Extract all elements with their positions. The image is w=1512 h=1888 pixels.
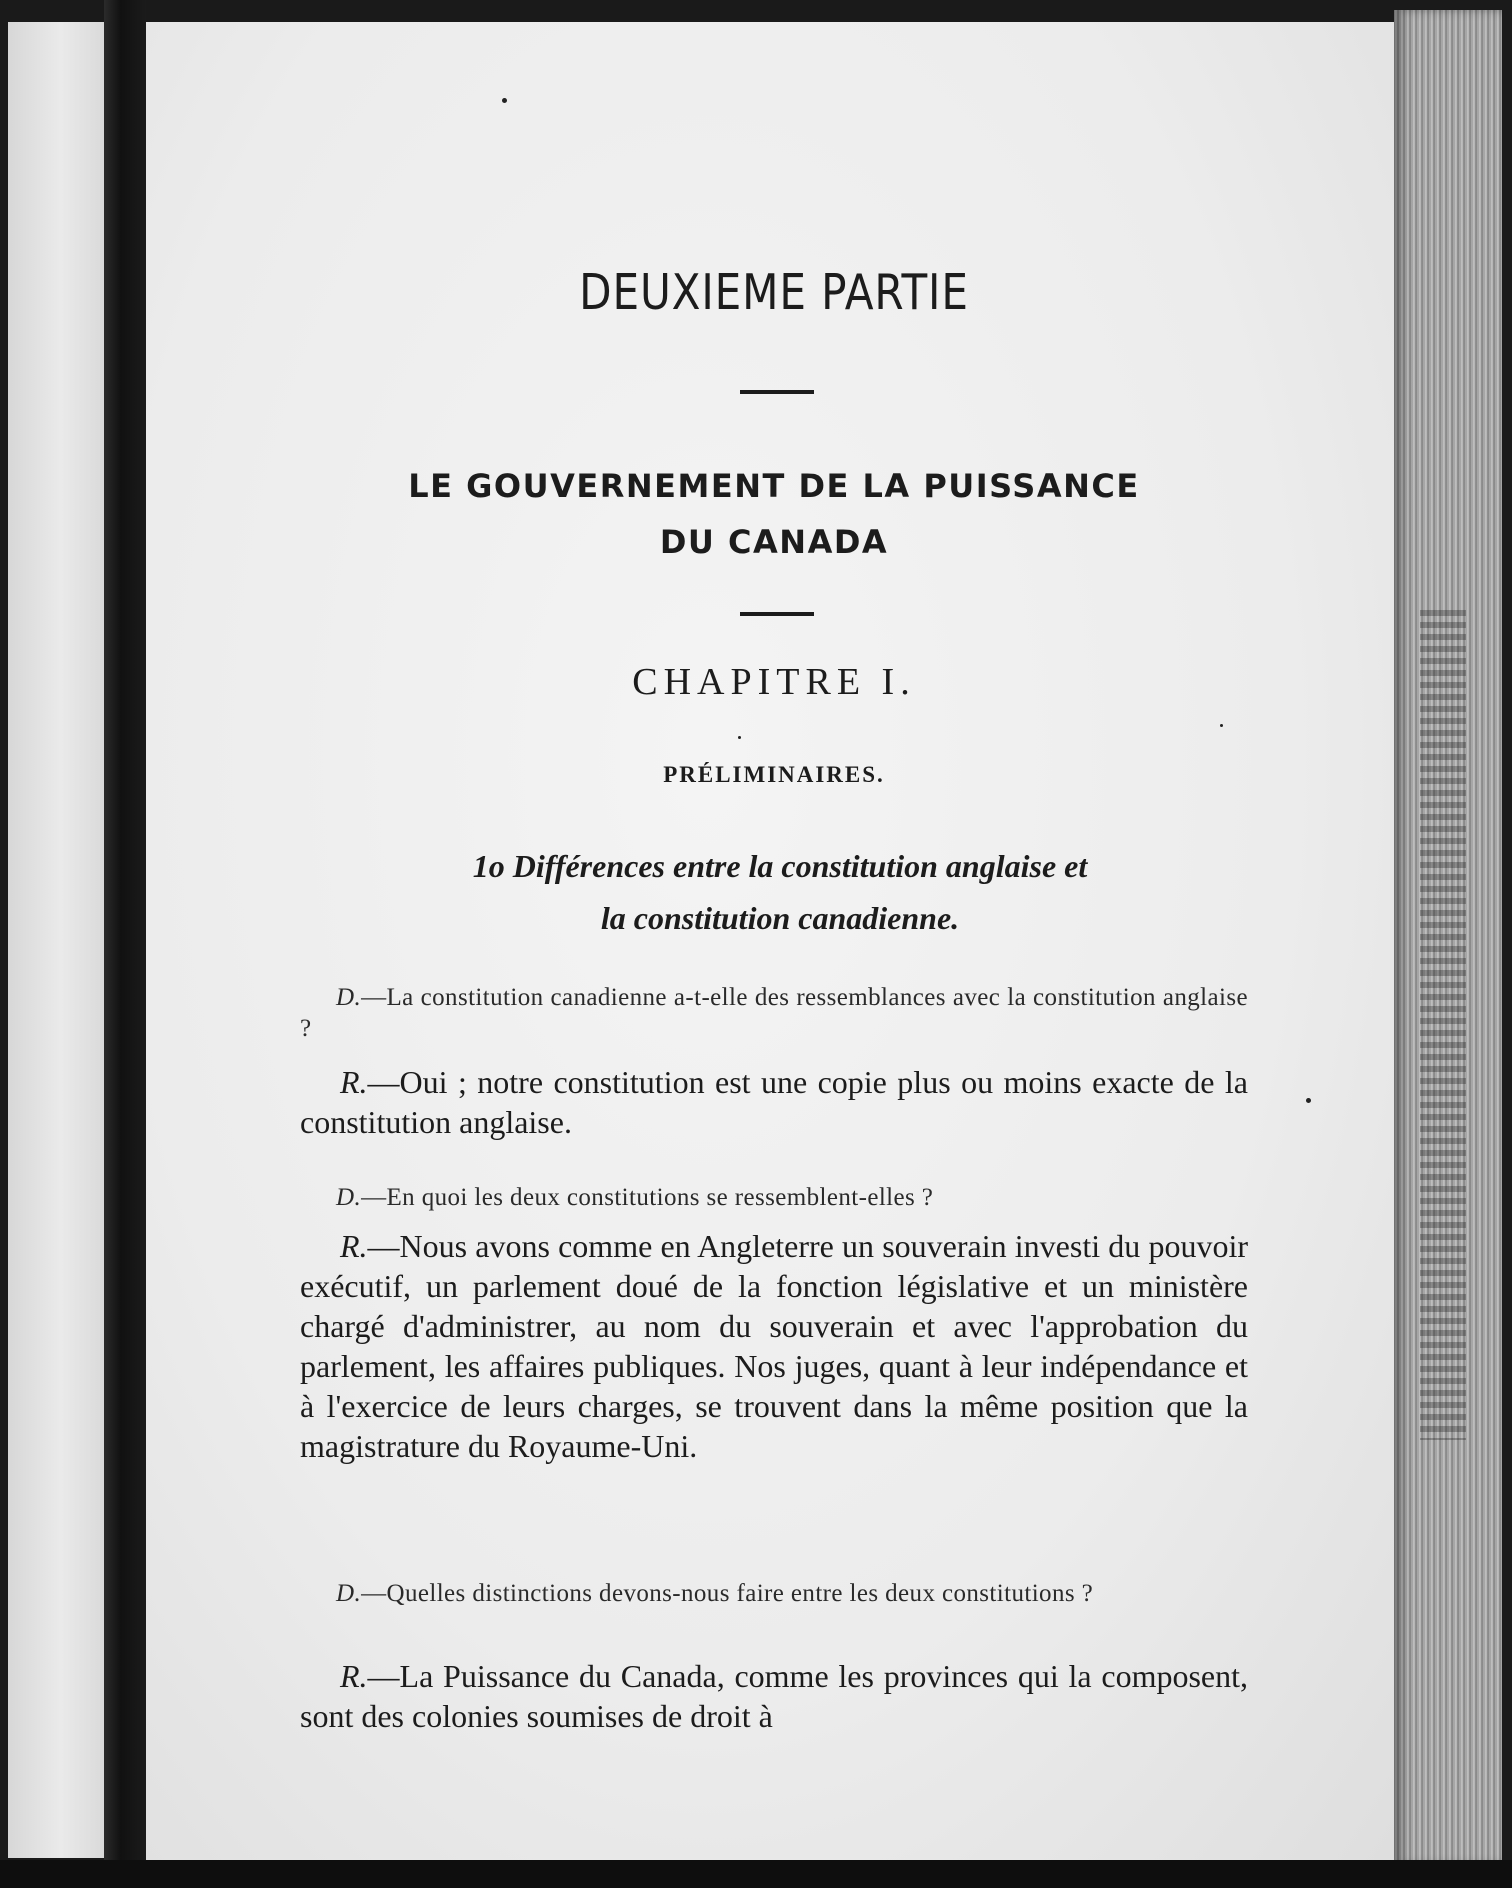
government-heading [300, 458, 1248, 570]
answer [300, 1062, 1248, 1142]
answer-marker: R. [340, 1064, 368, 1100]
question [300, 1578, 1248, 1609]
answer-marker: R. [340, 1658, 368, 1694]
government-heading-line-1: LE GOUVERNEMENT DE LA PUISSANCE [408, 467, 1140, 505]
answer [300, 1656, 1248, 1736]
ink-speck [1306, 1098, 1311, 1103]
scan-border [0, 1860, 1512, 1888]
section-heading-line-1: Différences entre la constitution anglaise et [512, 848, 1088, 884]
chapter-title: CHAPITRE I. [632, 661, 916, 703]
question-marker: D. [336, 1580, 362, 1607]
question [300, 982, 1248, 1044]
section-heading-line-2: la constitution canadienne. [600, 900, 960, 936]
page-edges [1394, 10, 1502, 1865]
question-text: —Quelles distinctions devons-nous faire entre les deux constitutions ? [361, 1580, 1094, 1607]
divider-rule [740, 390, 814, 394]
question [300, 1182, 1248, 1213]
divider-rule [740, 612, 814, 616]
library-stamp-on-edges [1420, 610, 1466, 1440]
part-title: DEUXIEME PARTIE [579, 264, 969, 321]
section-heading [380, 840, 1180, 944]
question-text: —La constitution canadienne a-t-elle des ressemblances avec la constitution anglaise ? [300, 984, 1248, 1042]
ink-speck [738, 736, 741, 739]
answer-text: —Oui ; notre constitution est une copie plus ou moins exacte de la constitution anglaise. [300, 1064, 1248, 1140]
answer-text: —Nous avons comme en Angleterre un souverain investi du pouvoir exécutif, un parlement doué de la fonction législative et un ministère chargé d'administrer, au nom du souverain et avec l'approbation du parlement, les affaires publiques. Nos juges, quant à leur indépendance et à l'exercice de leurs charges, se trouvent dans la même position que la magistrature du Royaume-Uni. [300, 1228, 1248, 1464]
answer-marker: R. [340, 1228, 368, 1264]
book-gutter [104, 0, 146, 1888]
government-heading-line-2: DU CANADA [659, 523, 889, 561]
question-marker: D. [336, 1184, 362, 1211]
chapter-subtitle: PRÉLIMINAIRES. [663, 762, 885, 787]
left-facing-page [8, 22, 104, 1858]
section-number: 1o [472, 848, 505, 884]
ink-speck [502, 98, 507, 103]
question-marker: D. [336, 984, 362, 1011]
ink-speck [1220, 724, 1223, 727]
answer-text: —La Puissance du Canada, comme les provinces qui la composent, sont des colonies soumises de droit à [300, 1658, 1248, 1734]
answer [300, 1226, 1248, 1466]
question-text: —En quoi les deux constitutions se ressemblent-elles ? [361, 1184, 934, 1211]
